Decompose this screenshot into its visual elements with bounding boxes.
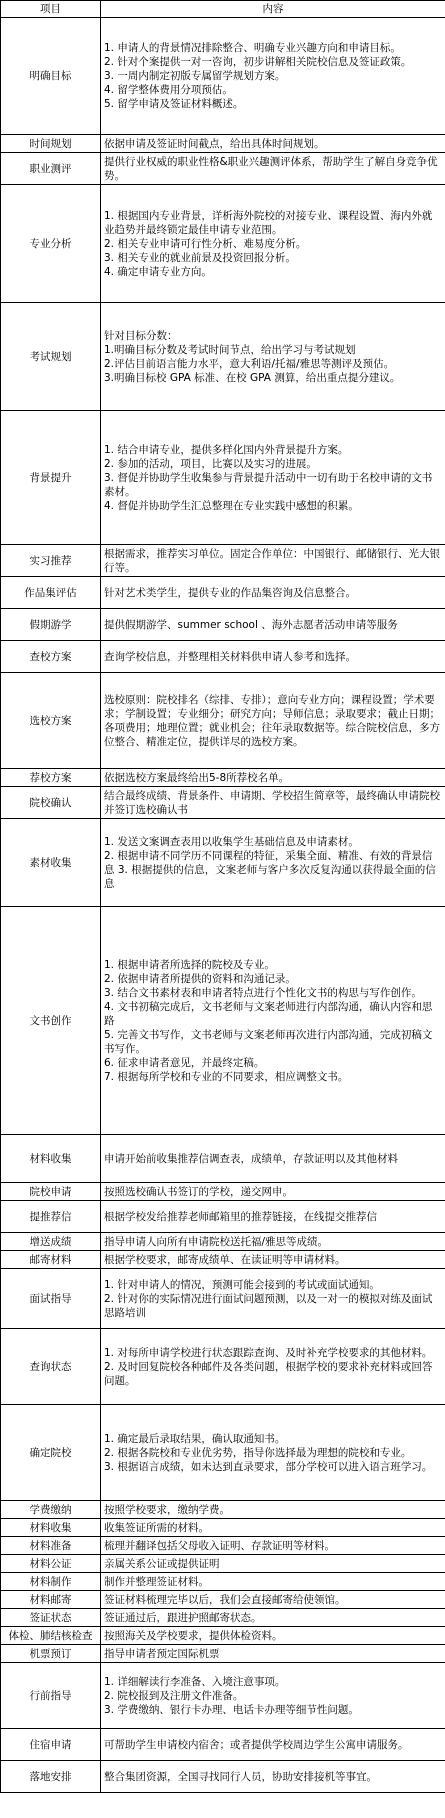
row-content	[101, 185, 445, 303]
table-row	[1, 1405, 445, 1501]
content-line: 针对目标分数：	[104, 329, 178, 342]
row-item: 学费缴纳	[1, 1501, 101, 1519]
content-line: 梳理并翻译包括父母收入证明、存款证明等材料。	[104, 1539, 335, 1552]
content-line: 2. 针对你的实际情况进行面试问题预测，以及一对一的模拟对练及面试思路培训	[104, 1292, 433, 1319]
table-row	[1, 18, 445, 135]
content-line: 1.明确目标分数及考试时间节点，给出学习与考试规划	[104, 343, 356, 356]
content-line: 根据学校发给推荐老师邮箱里的推荐链接，在线提交推荐信	[104, 1210, 377, 1223]
content-line: 3. 根据语言成绩，如未达到直录要求，部分学校可以进入语言班学习。	[104, 1460, 433, 1473]
row-item: 素材收集	[1, 819, 101, 907]
row-content	[101, 787, 445, 819]
row-content	[101, 411, 445, 545]
row-content	[101, 1761, 445, 1793]
header-item: 项目	[1, 1, 101, 18]
content-line: 签证通过后，跟进护照邮寄状态。	[104, 1611, 262, 1624]
row-item: 材料收集	[1, 1135, 101, 1183]
content-line: 整合集团资源，全国寻找同行人员，协助安排接机等事宜。	[104, 1770, 377, 1783]
row-item: 职业测评	[1, 153, 101, 185]
content-line: 5. 留学申请及签证材料概述。	[104, 98, 244, 110]
table-row	[1, 1201, 445, 1233]
content-line: 按照学校要求，缴纳学费。	[104, 1503, 230, 1516]
content-line: 亲属关系公证或提供证明	[104, 1557, 220, 1570]
table-row	[1, 673, 445, 769]
content-line: 针对艺术类学生，提供专业的作品集咨询及信息整合。	[104, 586, 356, 599]
row-item: 材料邮寄	[1, 1591, 101, 1609]
row-item: 明确目标	[1, 18, 101, 135]
row-item: 确定院校	[1, 1405, 101, 1501]
row-content	[101, 135, 445, 153]
row-item: 院校申请	[1, 1183, 101, 1201]
row-item: 落地安排	[1, 1761, 101, 1793]
content-line: 2. 及时回复院校各种邮件及各类问题，根据学校的要求补充材料或回答问题。	[104, 1360, 433, 1387]
row-content	[101, 1135, 445, 1183]
row-item: 查询状态	[1, 1329, 101, 1405]
content-line: 1. 结合申请专业，提供多样化国内外背景提升方案。	[104, 443, 349, 456]
row-item: 选校方案	[1, 673, 101, 769]
row-item: 邮寄材料	[1, 1251, 101, 1269]
row-content	[101, 1405, 445, 1501]
table-body	[1, 18, 445, 1793]
row-item: 考试规划	[1, 303, 101, 411]
content-line: 2. 院校报到及注册文件准备。	[104, 1689, 244, 1702]
row-content	[101, 1555, 445, 1573]
content-line: 收集签证所需的材料。	[104, 1521, 209, 1534]
row-content	[101, 1591, 445, 1609]
table-row	[1, 185, 445, 303]
table-row	[1, 1501, 445, 1519]
content-line: 1. 对每所申请学校进行状态跟踪查询、及时补充学校要求的其他材料。	[104, 1346, 433, 1359]
row-content	[101, 1519, 445, 1537]
content-line: 可帮助学生申请校内宿舍；或者提供学校周边学生公寓申请服务。	[104, 1738, 409, 1751]
row-content	[101, 641, 445, 673]
content-line: 选校原则：院校排名（综排、专排）；意向专业方向；课程设置；学术要求；学制设置；专业细分；研究方向；导师信息；录取要求；截止日期；各项费用；地理位置；就业机会；往年录取数据等。综合院校信息，多方位整合、精准定位，提供详尽的选校方案。	[104, 693, 440, 748]
table-row	[1, 1645, 445, 1663]
table-row	[1, 1537, 445, 1555]
content-line: 指导申请人向所有申请院校送托福/雅思等成绩。	[104, 1235, 329, 1248]
row-content	[101, 1729, 445, 1761]
row-item: 假期游学	[1, 609, 101, 641]
row-content	[101, 577, 445, 609]
table-row	[1, 153, 445, 185]
content-line: 按照选校确认书签订的学校，递交网申。	[104, 1185, 293, 1198]
content-line: 依据选校方案最终给出5-8所荐校名单。	[104, 771, 290, 784]
content-line: 3. 一周内制定初版专属留学规划方案。	[104, 70, 286, 82]
row-content	[101, 1663, 445, 1729]
row-item: 增送成绩	[1, 1233, 101, 1251]
table-row	[1, 1729, 445, 1761]
row-content	[101, 1329, 445, 1405]
table-row	[1, 577, 445, 609]
row-content	[101, 1201, 445, 1233]
row-content	[101, 1269, 445, 1329]
row-item: 时间规划	[1, 135, 101, 153]
table-row	[1, 1573, 445, 1591]
content-line: 2. 依据申请者所提供的资料和沟通记录。	[104, 972, 296, 985]
content-line: 3.明确目标校 GPA 标准、在校 GPA 测算，给出重点提分建议。	[104, 371, 401, 384]
table-row	[1, 1251, 445, 1269]
row-content	[101, 819, 445, 907]
content-line: 5. 完善文书写作，文书老师与文案老师再次进行内部沟通，完成初稿文书写作。	[104, 1028, 433, 1055]
row-content	[101, 1537, 445, 1555]
table-row	[1, 1591, 445, 1609]
row-item: 材料收集	[1, 1519, 101, 1537]
content-line: 1. 发送文案调查表用以收集学生基础信息及申请素材。	[104, 835, 359, 848]
content-line: 结合最终成绩、背景条件、申请期、学校招生简章等，最终确认申请院校并签订选校确认书	[104, 789, 440, 816]
table-row	[1, 545, 445, 577]
row-item: 专业分析	[1, 185, 101, 303]
content-line: 提供假期游学、summer school 、海外志愿者活动申请等服务	[104, 618, 398, 631]
row-content	[101, 1233, 445, 1251]
row-content	[101, 1501, 445, 1519]
content-line: 7. 根据每所学校和专业的不同要求，相应调整文书。	[104, 1070, 349, 1083]
table-row	[1, 907, 445, 1135]
row-item: 体检、肺结核检查	[1, 1627, 101, 1645]
content-line: 制作并整理签证材料。	[104, 1575, 209, 1588]
row-item: 文书创作	[1, 907, 101, 1135]
table-row	[1, 769, 445, 787]
row-content	[101, 1645, 445, 1663]
table-row	[1, 1609, 445, 1627]
content-line: 2. 根据各院校和专业优劣势，指导你选择最为理想的院校和专业。	[104, 1446, 412, 1459]
table-row	[1, 787, 445, 819]
content-line: 4. 文书初稿完成后，文书老师与文案老师进行内部沟通，确认内容和思路	[104, 1000, 433, 1027]
content-line: 按照海关及学校要求，提供体检资料。	[104, 1629, 283, 1642]
row-item: 住宿申请	[1, 1729, 101, 1761]
content-line: 1. 确定最后录取结果，确认取通知书。	[104, 1432, 286, 1445]
row-item: 作品集评估	[1, 577, 101, 609]
content-line: 2. 根据申请不同学历不同课程的特征，采集全面、精准、有效的背景信息 3. 根据提供的信息，文案老师与客户多次反复沟通以获得最全面的信息	[104, 849, 436, 890]
content-line: 2. 相关专业申请可行性分析、难易度分析。	[104, 237, 307, 250]
table-row	[1, 1519, 445, 1537]
table-row	[1, 135, 445, 153]
content-line: 提供行业权威的职业性格&职业兴趣测评体系，帮助学生了解自身竞争优势。	[104, 155, 438, 182]
row-content	[101, 1609, 445, 1627]
row-item: 材料制作	[1, 1573, 101, 1591]
content-line: 查询学校信息，并整理相关材料供申请人参考和选择。	[104, 650, 356, 663]
content-line: 1. 针对申请人的情况，预测可能会接到的考试或面试通知。	[104, 1278, 380, 1291]
row-content	[101, 153, 445, 185]
content-line: 1. 根据申请者所选择的院校及专业。	[104, 958, 275, 971]
content-line: 2.评估目前语言能力水平，意大利语/托福/雅思等测评及预估。	[104, 357, 395, 370]
table-row	[1, 1183, 445, 1201]
content-line: 指导申请者预定国际机票	[104, 1647, 220, 1660]
table-row	[1, 303, 445, 411]
row-item: 实习推荐	[1, 545, 101, 577]
table-row	[1, 1135, 445, 1183]
table-row	[1, 1761, 445, 1793]
content-line: 1. 申请人的背景情况排除整合、明确专业兴趣方向和申请目标。	[104, 42, 401, 54]
row-content	[101, 1573, 445, 1591]
row-content	[101, 1251, 445, 1269]
table-row	[1, 1627, 445, 1645]
row-item: 院校确认	[1, 787, 101, 819]
header-row	[1, 1, 445, 18]
content-line: 3. 学费缴纳、银行卡办理、电话卡办理等细节性问题。	[104, 1703, 359, 1716]
table-row	[1, 1233, 445, 1251]
row-item: 材料准备	[1, 1537, 101, 1555]
row-content	[101, 545, 445, 577]
header-content: 内容	[101, 1, 445, 18]
row-content	[101, 673, 445, 769]
row-content	[101, 18, 445, 135]
row-item: 面试指导	[1, 1269, 101, 1329]
content-line: 1. 详细解读行李准备、入境注意事项。	[104, 1675, 286, 1688]
content-line: 2. 参加的活动，项目，比赛以及实习的进展。	[104, 457, 317, 470]
row-item: 提推荐信	[1, 1201, 101, 1233]
row-content	[101, 1627, 445, 1645]
row-item: 机票预订	[1, 1645, 101, 1663]
row-content	[101, 609, 445, 641]
content-line: 2. 针对个案提供一对一咨询，初步讲解相关院校信息及签证政策。	[104, 56, 412, 68]
table-row	[1, 819, 445, 907]
row-content	[101, 907, 445, 1135]
table-row	[1, 1269, 445, 1329]
content-line: 依据申请及签证时间截点，给出具体时间规划。	[104, 137, 325, 150]
row-content	[101, 769, 445, 787]
table-row	[1, 641, 445, 673]
content-line: 6. 征求申请者意见，并最终定稿。	[104, 1056, 265, 1069]
content-line: 根据需求，推荐实习单位。固定合作单位：中国银行、邮储银行、光大银行等。	[104, 547, 440, 574]
row-content	[101, 303, 445, 411]
content-line: 3. 结合文书素材表和申请者特点进行个性化文书的构思与写作创作。	[104, 986, 422, 999]
row-item: 行前指导	[1, 1663, 101, 1729]
content-line: 4. 留学整体费用分项预估。	[104, 84, 233, 96]
content-line: 根据学校要求，邮寄成绩单、在读证明等申请材料。	[104, 1253, 346, 1266]
table-row	[1, 609, 445, 641]
table-row	[1, 1329, 445, 1405]
content-line: 申请开始前收集推荐信调查表，成绩单，存款证明以及其他材料	[104, 1152, 398, 1165]
content-line: 4. 督促并协助学生汇总整理在专业实践中感想的积累。	[104, 499, 359, 512]
row-item: 背景提升	[1, 411, 101, 545]
content-line: 签证材料梳理完毕以后，我们会直接邮寄给使领馆。	[104, 1593, 346, 1606]
content-line: 1. 根据国内专业背景，详析海外院校的对接专业、课程设置、海内外就业趋势并最终锁定最佳申请专业范围。	[104, 209, 433, 236]
row-item: 荐校方案	[1, 769, 101, 787]
content-line: 3. 相关专业的就业前景及投资回报分析。	[104, 251, 296, 264]
row-content	[101, 1183, 445, 1201]
table-row	[1, 411, 445, 545]
row-item: 签证状态	[1, 1609, 101, 1627]
content-line: 3. 督促并协助学生收集参与背景提升活动中一切有助于名校申请的文书素材。	[104, 471, 433, 498]
content-line: 4. 确定申请专业方向。	[104, 265, 212, 278]
row-item: 材料公证	[1, 1555, 101, 1573]
row-item: 查校方案	[1, 641, 101, 673]
table-row	[1, 1555, 445, 1573]
table-row	[1, 1663, 445, 1729]
